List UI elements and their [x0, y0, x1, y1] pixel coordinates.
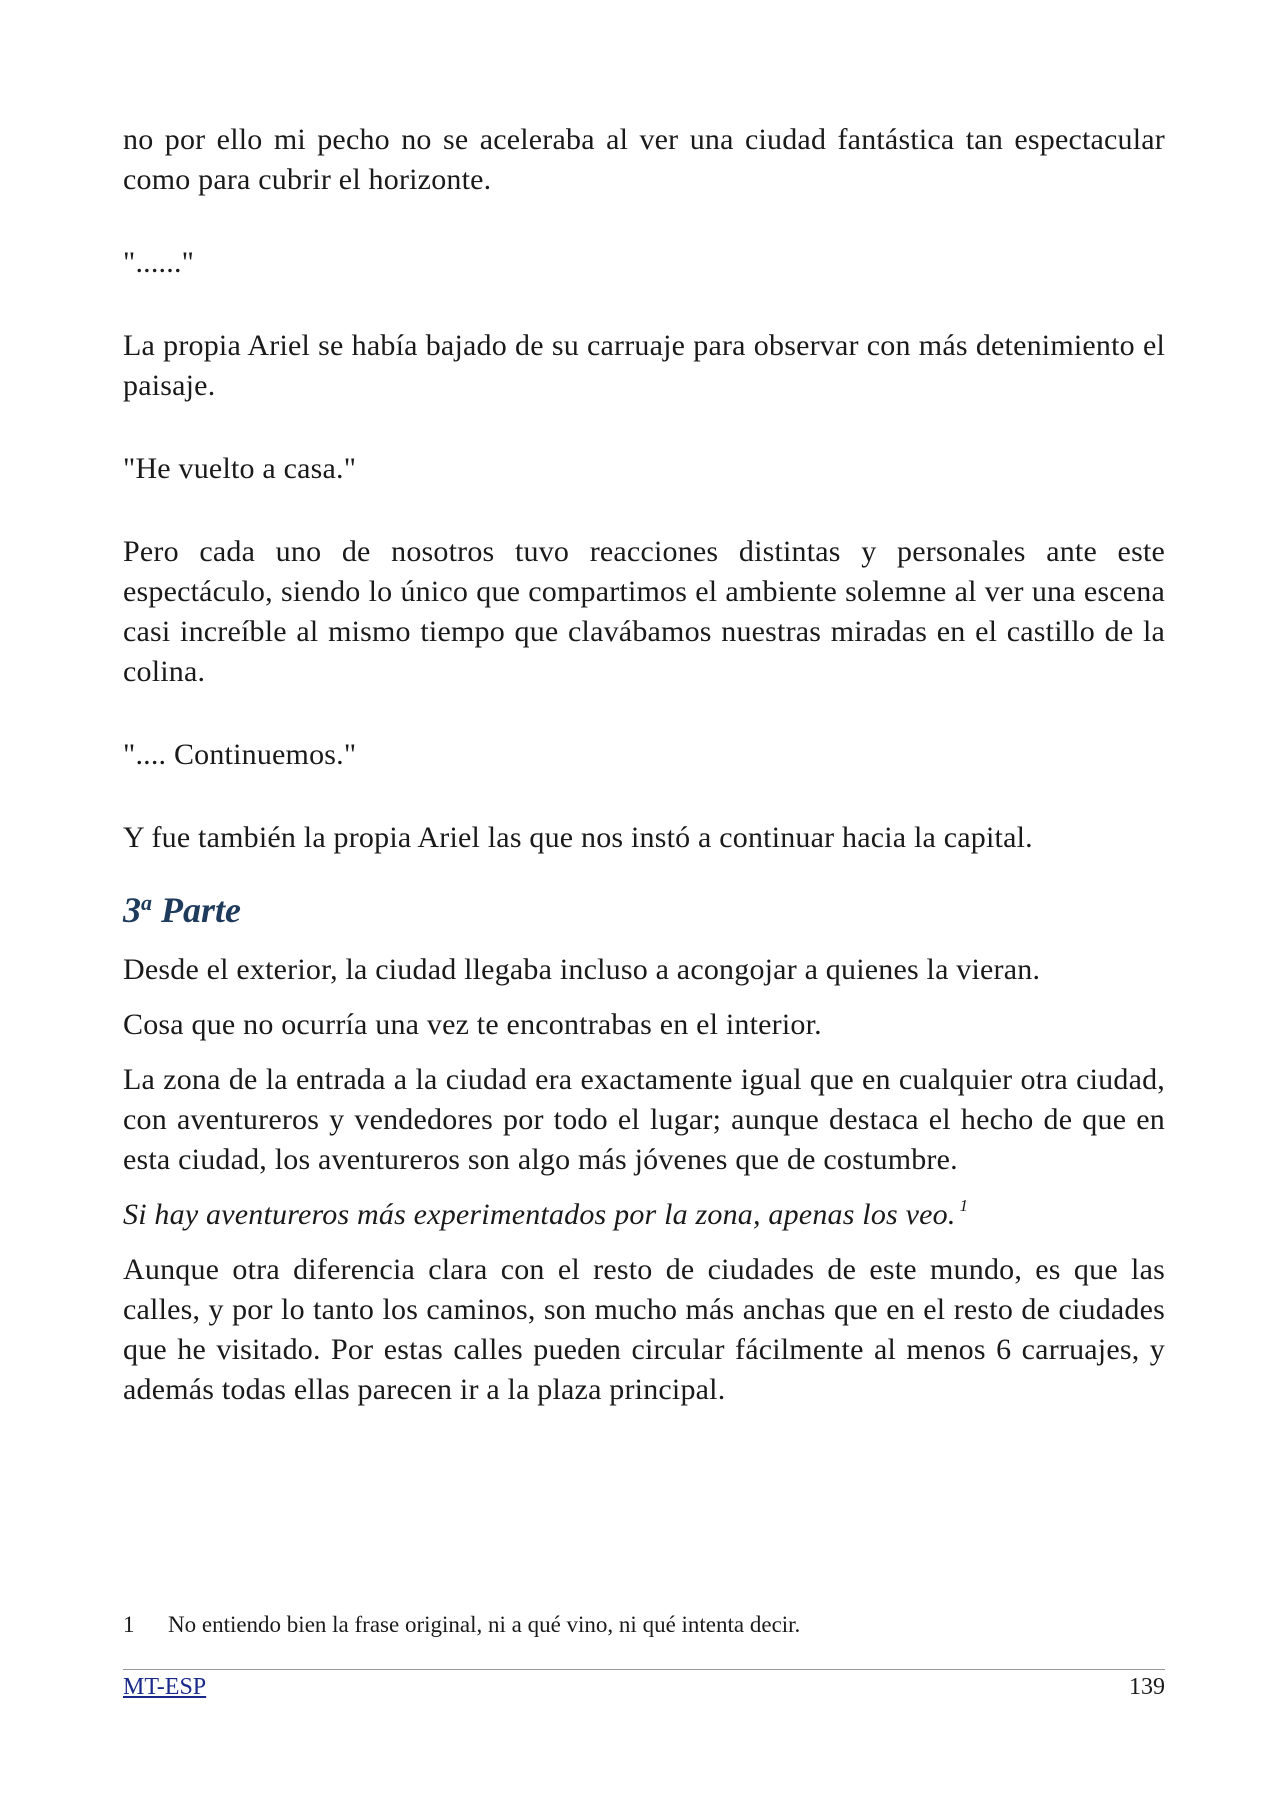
footnote-number: 1 [123, 1612, 135, 1637]
paragraph: La propia Ariel se había bajado de su carruaje para observar con más detenimiento el paisaje. [123, 329, 1165, 402]
heading-text: Parte [161, 890, 241, 930]
paragraph: Pero cada uno de nosotros tuvo reacciones distintas y personales ante este espectáculo, siendo lo único que compartimos el ambiente solemne al ver una escena casi increíble al mismo tiempo que clavábamos nuestras miradas en el castillo de la colina. [123, 535, 1165, 688]
footnote-reference[interactable]: 1 [959, 1196, 969, 1215]
paragraph: "......" [123, 246, 195, 279]
paragraph: no por ello mi pecho no se aceleraba al ver una ciudad fantástica tan espectacular como para cubrir el horizonte. [123, 123, 1165, 196]
paragraph: La zona de la entrada a la ciudad era exactamente igual que en cualquier otra ciudad, con aventureros y vendedores por todo el lugar; aunque destaca el hecho de que en esta ciudad, los aventureros son algo más jóvenes que de costumbre. [123, 1063, 1165, 1176]
paragraph: Cosa que no ocurría una vez te encontrabas en el interior. [123, 1008, 822, 1041]
paragraph: Desde el exterior, la ciudad llegaba incluso a acongojar a quienes la vieran. [123, 953, 1041, 986]
page-footer [123, 1672, 1165, 1702]
footnote-text: No entiendo bien la frase original, ni a qué vino, ni qué intenta decir. [168, 1612, 801, 1637]
footer-link[interactable]: MT-ESP [123, 1674, 207, 1700]
heading-number: 3 [123, 890, 141, 930]
paragraph: Y fue también la propia Ariel las que nos instó a continuar hacia la capital. [123, 821, 1033, 854]
footer-divider [123, 1669, 1165, 1670]
italic-text: Si hay aventureros más experimentados por la zona, apenas los veo. [123, 1198, 956, 1231]
heading-superscript: a [141, 890, 152, 915]
italic-paragraph [123, 1195, 1165, 1235]
footnote [123, 1610, 1165, 1640]
page-body [123, 120, 1165, 1410]
paragraph: "He vuelto a casa." [123, 452, 357, 485]
paragraph: ".... Continuemos." [123, 738, 357, 771]
page-number: 139 [1129, 1674, 1165, 1700]
section-heading [123, 888, 1165, 932]
paragraph: Aunque otra diferencia clara con el resto de ciudades de este mundo, es que las calles, y por lo tanto los caminos, son mucho más anchas que en el resto de ciudades que he visitado. Por estas calles pueden circular fácilmente al menos 6 carruajes, y además todas ellas parecen ir a la plaza principal. [123, 1253, 1165, 1406]
